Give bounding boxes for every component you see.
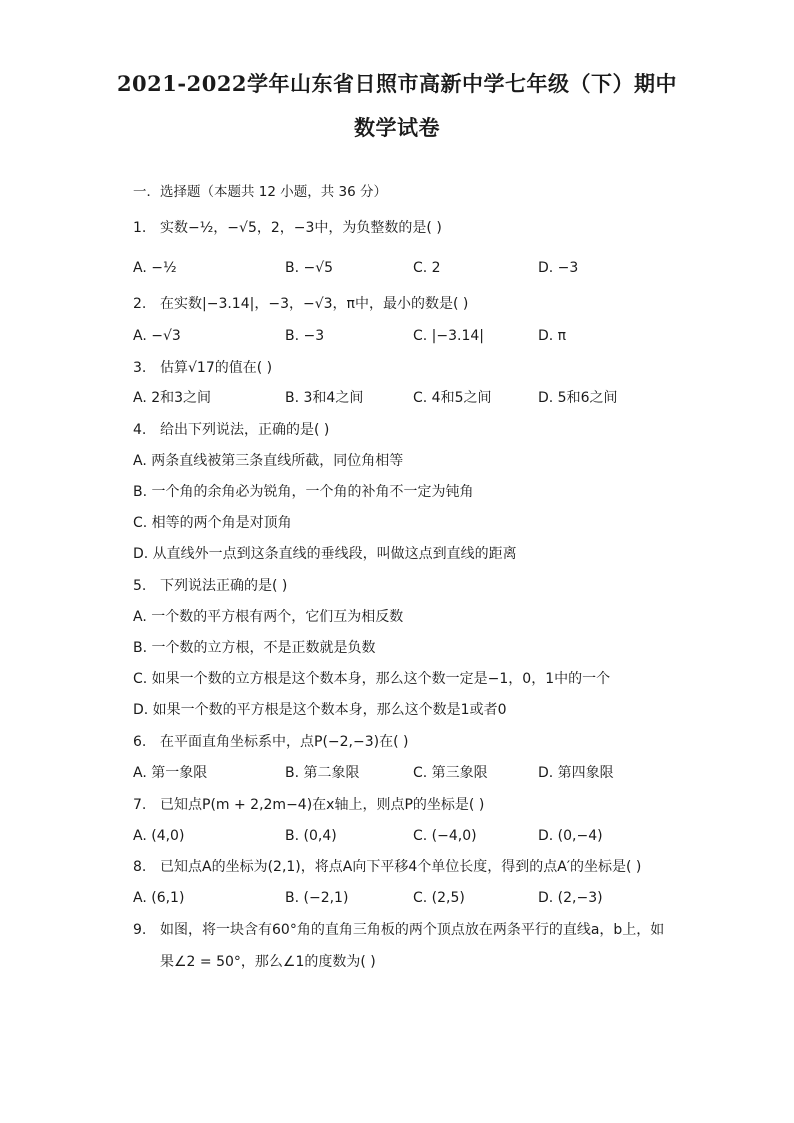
- option-b: B. 第二象限: [285, 765, 360, 781]
- question-number: 3.: [133, 360, 147, 376]
- question-text: 下列说法正确的是( ): [160, 578, 288, 594]
- question-3: [133, 358, 272, 378]
- question-text: 如图，将一块含有60°角的直角三角板的两个顶点放在两条平行的直线a，b上，如: [160, 922, 665, 938]
- option-c: C. 第三象限: [413, 765, 488, 781]
- option-a: A. 第一象限: [133, 765, 208, 781]
- option-c: C. 相等的两个角是对顶角: [133, 515, 292, 531]
- question-number: 4.: [133, 422, 147, 438]
- option-c: C. 4和5之间: [413, 390, 492, 406]
- option-b: B. −3: [285, 328, 325, 344]
- option-b: B. 一个数的立方根，不是正数就是负数: [133, 640, 376, 656]
- option-b: B. 3和4之间: [285, 390, 364, 406]
- option-d: D. (0,−4): [538, 828, 603, 844]
- option-d: D. −3: [538, 260, 579, 276]
- option-a: A. (6,1): [133, 890, 185, 906]
- question-text: 给出下列说法，正确的是( ): [160, 422, 330, 438]
- option-c: C. |−3.14|: [413, 328, 485, 344]
- option-d: D. 5和6之间: [538, 390, 618, 406]
- question-2: [133, 294, 468, 314]
- question-text: 实数−½，−√5，2，−3中，为负整数的是( ): [160, 220, 442, 236]
- option-a: A. −½: [133, 260, 177, 276]
- question-number: 1.: [133, 220, 147, 236]
- option-a: A. (4,0): [133, 828, 185, 844]
- question-7: [133, 795, 484, 815]
- section-heading: 一．选择题（本题共 12 小题，共 36 分）: [133, 184, 388, 200]
- question-number: 8.: [133, 859, 147, 875]
- option-b: B. −√5: [285, 260, 334, 276]
- option-a: A. −√3: [133, 328, 181, 344]
- option-c: C. 如果一个数的立方根是这个数本身，那么这个数一定是−1，0，1中的一个: [133, 671, 611, 687]
- option-d: D. 第四象限: [538, 765, 614, 781]
- option-c: C. 2: [413, 260, 441, 276]
- question-1: [133, 218, 442, 238]
- option-d: D. π: [538, 328, 567, 344]
- question-8: [133, 857, 641, 877]
- question-text: 在实数|−3.14|，−3，−√3，π中，最小的数是( ): [160, 296, 469, 312]
- option-a: A. 2和3之间: [133, 390, 212, 406]
- question-text: 估算√17的值在( ): [160, 360, 273, 376]
- question-5: [133, 576, 287, 596]
- option-d: D. (2,−3): [538, 890, 603, 906]
- question-number: 2.: [133, 296, 147, 312]
- option-c: C. (−4,0): [413, 828, 477, 844]
- question-4: [133, 420, 329, 440]
- question-number: 5.: [133, 578, 147, 594]
- exam-title-line1: 2021-2022学年山东省日照市高新中学七年级（下）期中: [116, 71, 678, 96]
- question-number: 9.: [133, 922, 147, 938]
- exam-title-line2: 数学试卷: [354, 115, 440, 140]
- option-c: C. (2,5): [413, 890, 465, 906]
- question-number: 6.: [133, 734, 147, 750]
- question-9-continuation: 果∠2 = 50°，那么∠1的度数为( ): [160, 954, 376, 970]
- question-text: 在平面直角坐标系中，点P(−2,−3)在( ): [160, 734, 409, 750]
- question-9: [133, 920, 664, 940]
- question-text: 已知点P(m + 2,2m−4)在x轴上，则点P的坐标是( ): [160, 797, 485, 813]
- option-d: D. 从直线外一点到这条直线的垂线段，叫做这点到直线的距离: [133, 546, 517, 562]
- option-b: B. (−2,1): [285, 890, 349, 906]
- option-b: B. (0,4): [285, 828, 337, 844]
- option-a: A. 两条直线被第三条直线所截，同位角相等: [133, 453, 404, 469]
- option-b: B. 一个角的余角必为锐角，一个角的补角不一定为钝角: [133, 484, 474, 500]
- option-a: A. 一个数的平方根有两个，它们互为相反数: [133, 609, 404, 625]
- option-d: D. 如果一个数的平方根是这个数本身，那么这个数是1或者0: [133, 702, 507, 718]
- question-number: 7.: [133, 797, 147, 813]
- question-6: [133, 732, 408, 752]
- question-text: 已知点A的坐标为(2,1)，将点A向下平移4个单位长度，得到的点A′的坐标是( ): [160, 859, 642, 875]
